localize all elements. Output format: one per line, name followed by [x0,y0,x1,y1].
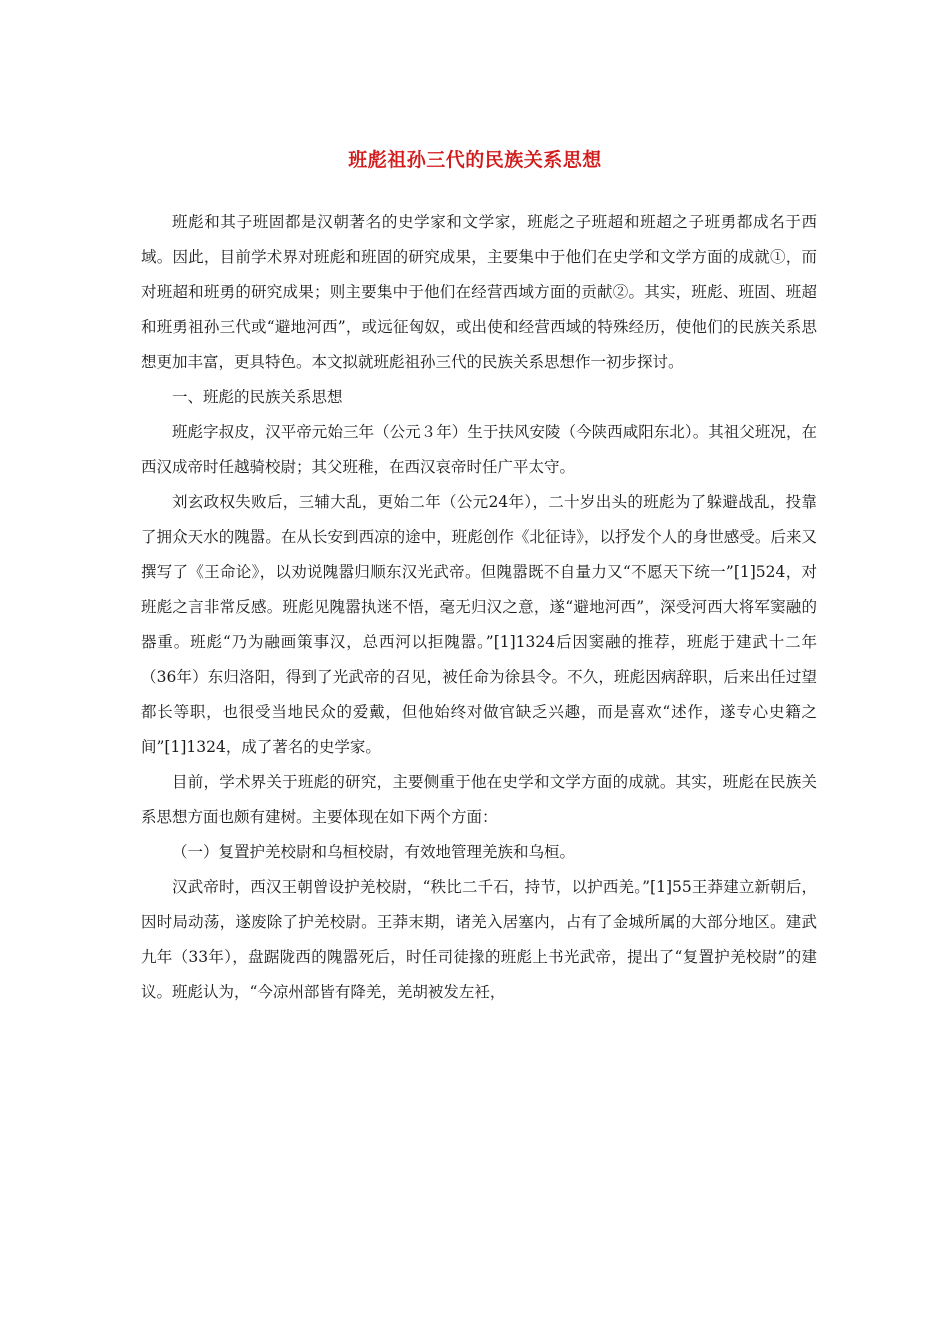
paragraph-history: 刘玄政权失败后，三辅大乱，更始二年（公元24年），二十岁出头的班彪为了躲避战乱，投靠了拥众天水的隗嚣。在从长安到西凉的途中，班彪创作《北征诗》，以抒发个人的身世感受。后来又撰写了《王命论》，以劝说隗嚣归顺东汉光武帝。但隗嚣既不自量力又“不愿天下统一”[1]524，对班彪之言非常反感。班彪见隗嚣执迷不悟，毫无归汉之意，遂“避地河西”，深受河西大将军窦融的器重。班彪“乃为融画策事汉，总西河以拒隗嚣。”[1]1324后因窦融的推荐，班彪于建武十二年（36年）东归洛阳，得到了光武帝的召见，被任命为徐县令。不久，班彪因病辞职，后来出任过望都长等职，也很受当地民众的爱戴，但他始终对做官缺乏兴趣，而是喜欢“述作，遂专心史籍之间”[1]1324，成了著名的史学家。 [141,493,817,756]
document-title: 班彪祖孙三代的民族关系思想 [348,149,602,171]
subsection-heading-1: （一）复置护羌校尉和乌桓校尉，有效地管理羌族和乌桓。 [172,843,576,861]
document-body [141,205,817,1010]
paragraph-research: 目前，学术界关于班彪的研究，主要侧重于他在史学和文学方面的成就。其实，班彪在民族关系思想方面也颇有建树。主要体现在如下两个方面： [141,773,817,826]
paragraph-qiang: 汉武帝时，西汉王朝曾设护羌校尉，“秩比二千石，持节，以护西羌。”[1]55王莽建立新朝后，因时局动荡，遂废除了护羌校尉。王莽末期，诸羌入居塞内，占有了金城所属的大部分地区。建武九年（33年），盘踞陇西的隗嚣死后，时任司徒掾的班彪上书光武帝，提出了“复置护羌校尉”的建议。班彪认为，“今凉州部皆有降羌，羌胡被发左衽， [141,878,817,1001]
section-heading-1: 一、班彪的民族关系思想 [172,388,343,406]
paragraph-biography: 班彪字叔皮，汉平帝元始三年（公元３年）生于扶风安陵（今陕西咸阳东北）。其祖父班况，在西汉成帝时任越骑校尉；其父班稚，在西汉哀帝时任广平太守。 [141,423,817,476]
paragraph-intro: 班彪和其子班固都是汉朝著名的史学家和文学家，班彪之子班超和班超之子班勇都成名于西域。因此，目前学术界对班彪和班固的研究成果，主要集中于他们在史学和文学方面的成就①，而对班超和班勇的研究成果；则主要集中于他们在经营西域方面的贡献②。其实，班彪、班固、班超和班勇祖孙三代或“避地河西”，或远征匈奴，或出使和经营西域的特殊经历，使他们的民族关系思想更加丰富，更具特色。本文拟就班彪祖孙三代的民族关系思想作一初步探讨。 [141,213,817,371]
